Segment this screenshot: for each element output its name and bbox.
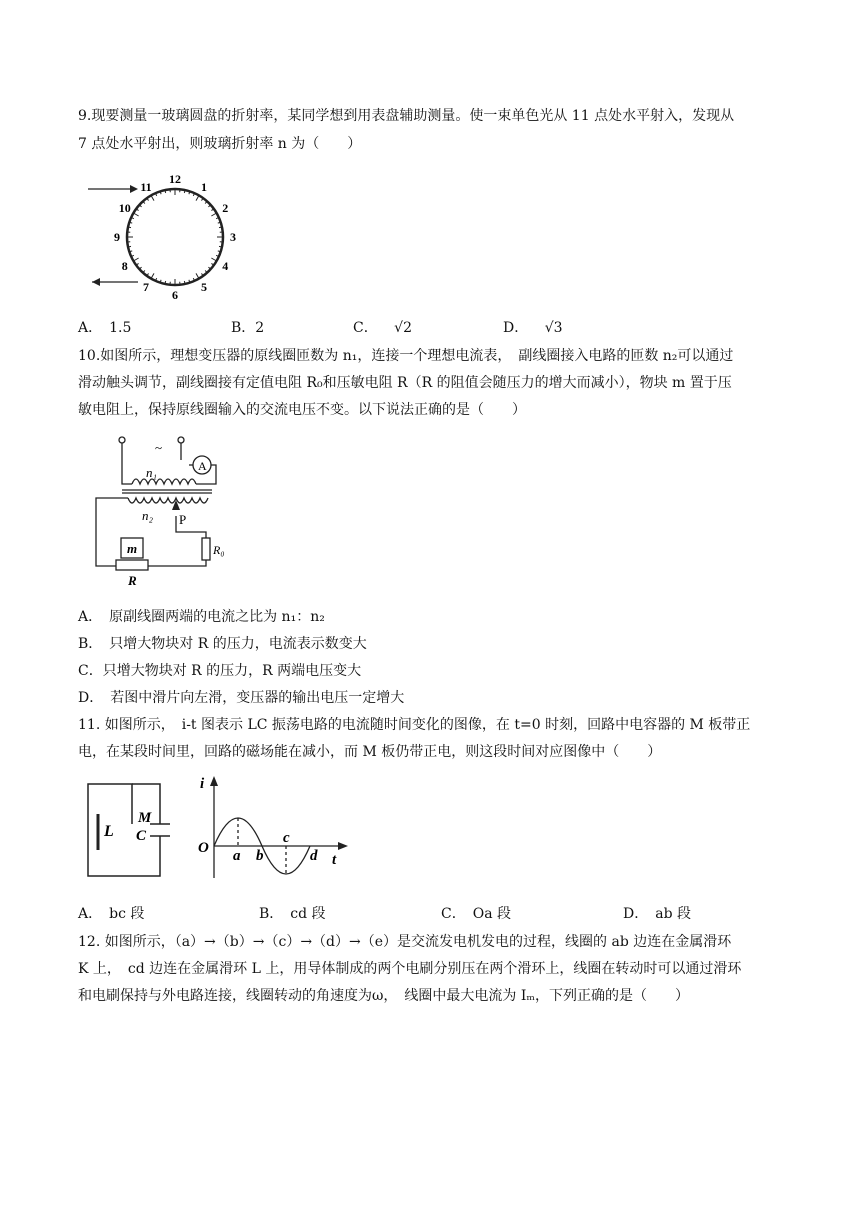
clock-number: 3 bbox=[230, 230, 236, 244]
clock-tick bbox=[196, 195, 199, 200]
origin-o-label: O bbox=[198, 840, 209, 856]
clock-number: 4 bbox=[222, 259, 229, 273]
q10-option-d[interactable]: D． 若图中滑片向左滑，变压器的输出电压一定增大 bbox=[78, 690, 405, 706]
clock-tick bbox=[165, 190, 166, 193]
r0-label: R₀ bbox=[213, 543, 225, 557]
point-a-label: a bbox=[233, 848, 241, 864]
q12-stem-line1: 12. 如图所示，（a）→（b）→（c）→（d）→（e）是交流发电机发电的过程，线圈的 ab 边连在金属滑环 bbox=[78, 934, 732, 950]
q9-option-b[interactable]: B．2 bbox=[231, 320, 265, 336]
q10-stem-line2: 滑动触头调节，副线圈接有定值电阻 R₀和压敏电阻 R（R 的阻值会随压力的增大而减小），物块 m 置于压 bbox=[78, 375, 732, 391]
emergent-arrow-icon bbox=[92, 278, 100, 286]
block-m-label: m bbox=[127, 541, 138, 556]
q11-stem-line2: 电，在某段时间里，回路的磁场能在减小，而 M 板仍带正电，则这段时间对应图像中（ ） bbox=[78, 744, 662, 760]
q12-stem-line2: K 上， cd 边连在金属滑环 L 上，用导体制成的两个电刷分别压在两个滑环上，线圈在转动时可以通过滑环 bbox=[78, 961, 742, 977]
q11-option-a[interactable]: A． bc 段 bbox=[78, 906, 145, 922]
point-b-label: b bbox=[256, 848, 264, 864]
clock-number: 8 bbox=[121, 259, 128, 273]
q9-stem-line2: 7 点处水平射出，则玻璃折射率 n 为（ ） bbox=[78, 136, 362, 152]
clock-number: 12 bbox=[169, 172, 181, 186]
clock-tick bbox=[165, 281, 166, 284]
point-d-label: d bbox=[310, 848, 318, 864]
clock-tick bbox=[128, 246, 131, 247]
q9-option-d-value: √3 bbox=[544, 320, 563, 336]
clock-dial bbox=[127, 189, 223, 285]
capacitor-c-label: C bbox=[136, 828, 147, 844]
ammeter-label: A bbox=[198, 459, 207, 473]
plate-m-label: M bbox=[138, 810, 152, 826]
q10-option-a[interactable]: A． 原副线圈两端的电流之比为 n₁：n₂ bbox=[78, 609, 325, 625]
clock-number: 5 bbox=[201, 280, 207, 295]
q10-stem-line1: 10.如图所示，理想变压器的原线圈匝数为 n₁，连接一个理想电流表， 副线圈接入电路的匝数 n₂可以通过 bbox=[78, 348, 734, 364]
clock-tick bbox=[196, 273, 199, 278]
clock-tick bbox=[151, 273, 154, 278]
q9-option-d[interactable] bbox=[503, 318, 563, 338]
incident-arrow-icon bbox=[130, 185, 138, 193]
axis-t-label: t bbox=[332, 852, 337, 868]
q11-it-graph bbox=[192, 772, 352, 884]
clock-tick bbox=[151, 195, 154, 200]
clock-tick bbox=[184, 190, 185, 193]
clock-number: 2 bbox=[222, 201, 229, 215]
q9-option-a[interactable]: A． 1.5 bbox=[78, 320, 132, 336]
clock-number: 11 bbox=[140, 179, 152, 194]
q9-stem-line1: 9.现要测量一玻璃圆盘的折射率，某同学想到用表盘辅助测量。使一束单色光从 11 点处水平射入，发现从 bbox=[78, 108, 735, 124]
q9-option-c-value: √2 bbox=[394, 320, 412, 336]
q9-option-d-prefix: D． bbox=[503, 320, 529, 336]
clock-tick bbox=[128, 227, 131, 228]
q10-transformer-figure bbox=[84, 432, 234, 592]
q11-option-d[interactable]: D． ab 段 bbox=[623, 906, 691, 922]
clock-tick bbox=[211, 213, 216, 216]
point-c-label: c bbox=[283, 830, 290, 846]
clock-number: 9 bbox=[114, 230, 120, 244]
q9-option-c-prefix: C． bbox=[353, 320, 378, 336]
clock-tick bbox=[133, 258, 138, 261]
r-label: R bbox=[128, 573, 137, 588]
n2-label: n₂ bbox=[142, 508, 154, 523]
q11-stem-line1: 11. 如图所示， i-t 图表示 LC 振荡电路的电流随时间变化的图像，在 t=0 时刻，回路中电容器的 M 板带正 bbox=[78, 717, 751, 733]
q10-stem-line3: 敏电阻上，保持原线圈输入的交流电压不变。以下说法正确的是（ ） bbox=[78, 402, 526, 418]
q10-option-b[interactable]: B． 只增大物块对 R 的压力，电流表示数变大 bbox=[78, 636, 367, 652]
clock-tick bbox=[184, 281, 185, 284]
clock-tick bbox=[219, 227, 222, 228]
clock-tick bbox=[133, 213, 138, 216]
clock-number: 1 bbox=[201, 179, 207, 194]
slider-p-label: P bbox=[179, 512, 187, 527]
q10-option-c[interactable]: C．只增大物块对 R 的压力，R 两端电压变大 bbox=[78, 663, 362, 679]
q9-option-c[interactable] bbox=[353, 318, 412, 338]
clock-number: 6 bbox=[172, 288, 178, 302]
clock-tick bbox=[211, 258, 216, 261]
axis-i-label: i bbox=[200, 776, 205, 792]
q11-option-b[interactable]: B． cd 段 bbox=[259, 906, 326, 922]
ac-source-label: ~ bbox=[155, 440, 163, 455]
clock-tick bbox=[219, 246, 222, 247]
q11-option-c[interactable]: C． Oa 段 bbox=[441, 906, 511, 922]
clock-number: 7 bbox=[143, 280, 149, 295]
q9-clock-figure bbox=[80, 162, 250, 310]
clock-number: 10 bbox=[118, 201, 131, 215]
q11-lc-circuit-figure bbox=[80, 772, 180, 884]
n1-label: n₁ bbox=[146, 465, 158, 480]
q12-stem-line3: 和电刷保持与外电路连接，线圈转动的角速度为ω， 线圈中最大电流为 Iₘ，下列正确的是（ ） bbox=[78, 988, 689, 1004]
inductor-l-label: L bbox=[104, 823, 114, 840]
